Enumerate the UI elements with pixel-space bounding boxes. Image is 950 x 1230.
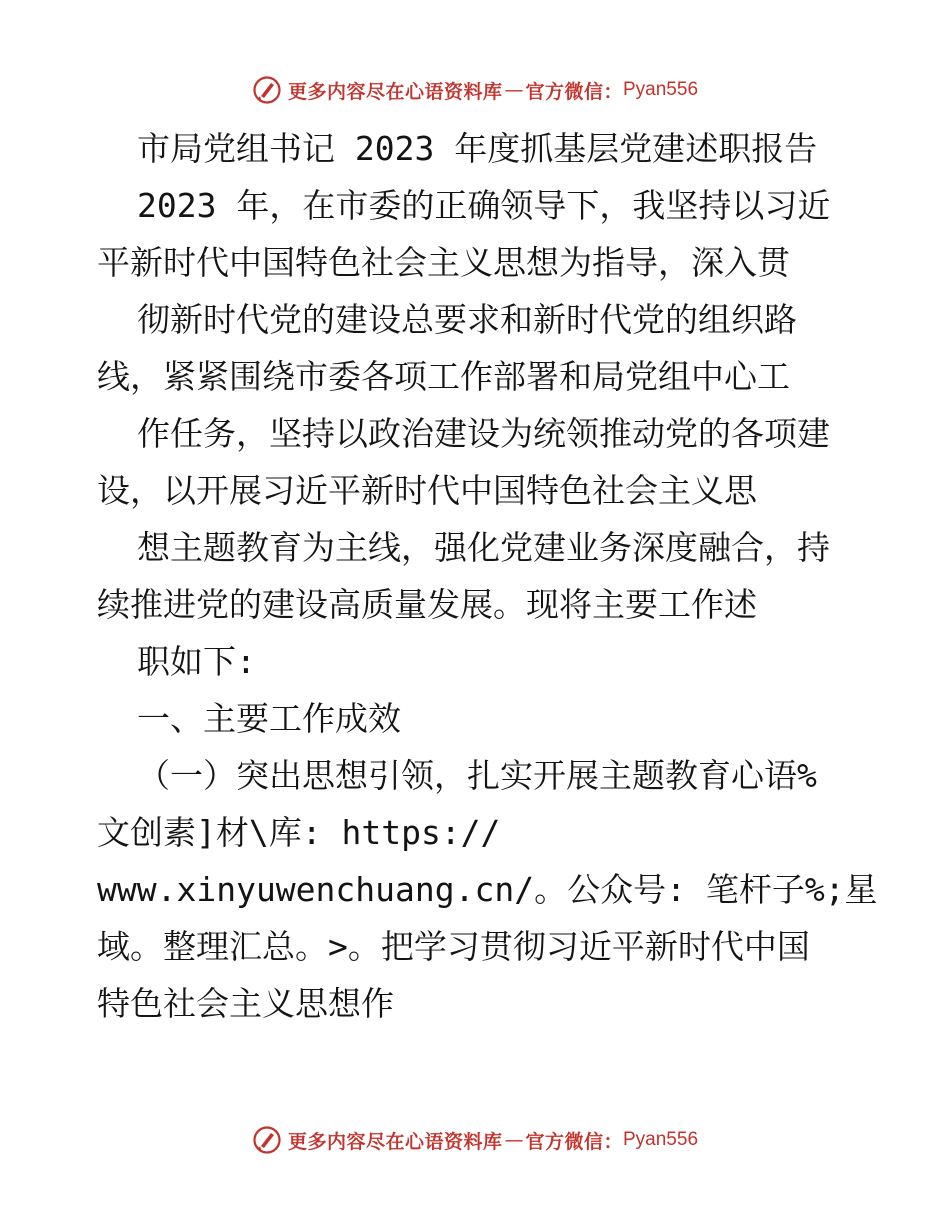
text-line: 职如下: — [137, 642, 256, 681]
section-heading: 一、主要工作成效 — [137, 699, 401, 738]
banner-wechat-id: Pyan556 — [623, 1129, 699, 1150]
text-line: 彻新时代党的建设总要求和新时代党的组织路 — [137, 300, 797, 339]
text-line: 域。整理汇总。>。把学习贯彻习近平新时代中国 — [97, 927, 810, 966]
banner-site-text: 更多内容尽在心语资料库 — [287, 1130, 503, 1153]
banner-wechat-id: Pyan556 — [623, 79, 699, 100]
text-line: 特色社会主义思想作 — [97, 984, 394, 1023]
text-line: www.xinyuwenchuang.cn/。公众号: 笔杆子%;星 — [97, 870, 878, 909]
banner-wechat-label: 官方微信： — [525, 80, 623, 103]
banner-separator: — — [504, 1129, 524, 1151]
banner-wechat-label: 官方微信： — [525, 1130, 623, 1153]
banner-site-text: 更多内容尽在心语资料库 — [287, 80, 503, 103]
text-line: 线，紧紧围绕市委各项工作部署和局党组中心工 — [97, 357, 790, 396]
brush-logo-icon — [252, 1125, 282, 1155]
subsection-heading: （一）突出思想引领，扎实开展主题教育心语% — [137, 756, 817, 795]
text-line: 文创素]材\库: https:// — [97, 813, 501, 852]
brush-logo-icon — [252, 75, 282, 105]
text-line: 平新时代中国特色社会主义思想为指导，深入贯 — [97, 243, 790, 282]
header-banner — [0, 70, 950, 110]
document-title: 市局党组书记 2023 年度抓基层党建述职报告 — [137, 129, 818, 168]
text-line: 2023 年，在市委的正确领导下，我坚持以习近 — [137, 186, 831, 225]
footer-banner — [0, 1120, 950, 1160]
banner-separator: — — [504, 79, 524, 101]
text-line: 想主题教育为主线，强化党建业务深度融合，持 — [137, 528, 830, 567]
text-line: 作任务，坚持以政治建设为统领推动党的各项建 — [137, 414, 830, 453]
text-line: 续推进党的建设高质量发展。现将主要工作述 — [97, 585, 757, 624]
text-line: 设，以开展习近平新时代中国特色社会主义思 — [97, 471, 757, 510]
